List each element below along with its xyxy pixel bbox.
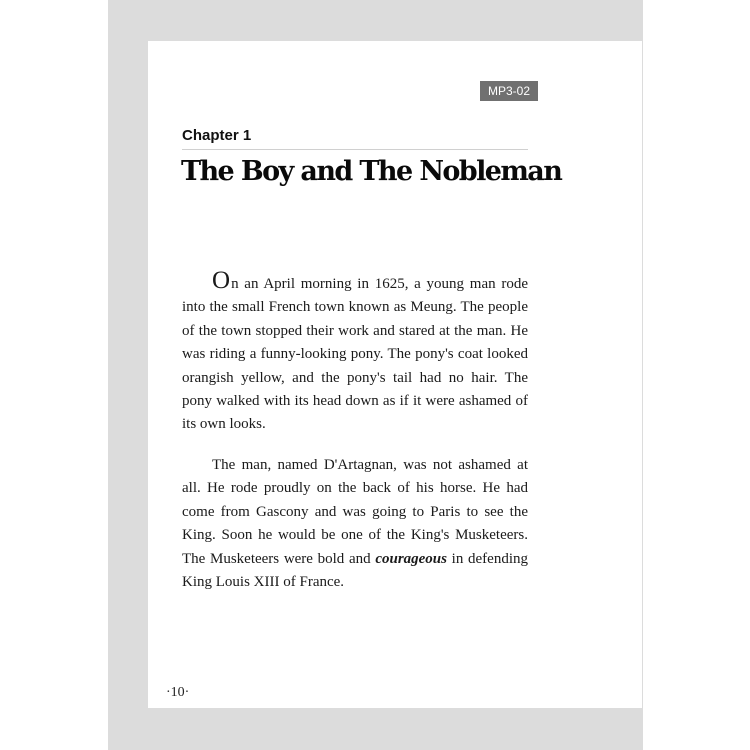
paragraph-1 (182, 268, 528, 437)
page-number: ·10· (166, 685, 190, 700)
divider (182, 149, 528, 150)
audio-track-badge: MP3-02 (480, 81, 538, 101)
paragraph-2 (182, 454, 528, 594)
book-page (148, 41, 642, 708)
emphasis-word: courageous (375, 550, 447, 567)
chapter-title: The Boy and The Nobleman (181, 156, 562, 187)
paragraph-2-text-after: in defending King Louis XIII of France. (182, 550, 528, 591)
drop-cap: O (212, 267, 231, 294)
paragraph-1-text: n an April morning in 1625, a young man rode into the small French town known as Meung. The people of the town stopped their work and stared at the man. He was riding a funny-looking pony. The pony's coat looked orangish yellow, and the pony's tail had no hair. The pony walked with its head down as if it were ashamed of its own looks. (182, 276, 528, 433)
chapter-label: Chapter 1 (182, 127, 252, 144)
paragraph-2-text-before: The man, named D'Artagnan, was not ashamed at all. He rode proudly on the back of his horse. He had come from Gascony and was going to Paris to see the King. Soon he would be one of the King's Musketeers. The Musketeers were bold and (182, 457, 528, 567)
